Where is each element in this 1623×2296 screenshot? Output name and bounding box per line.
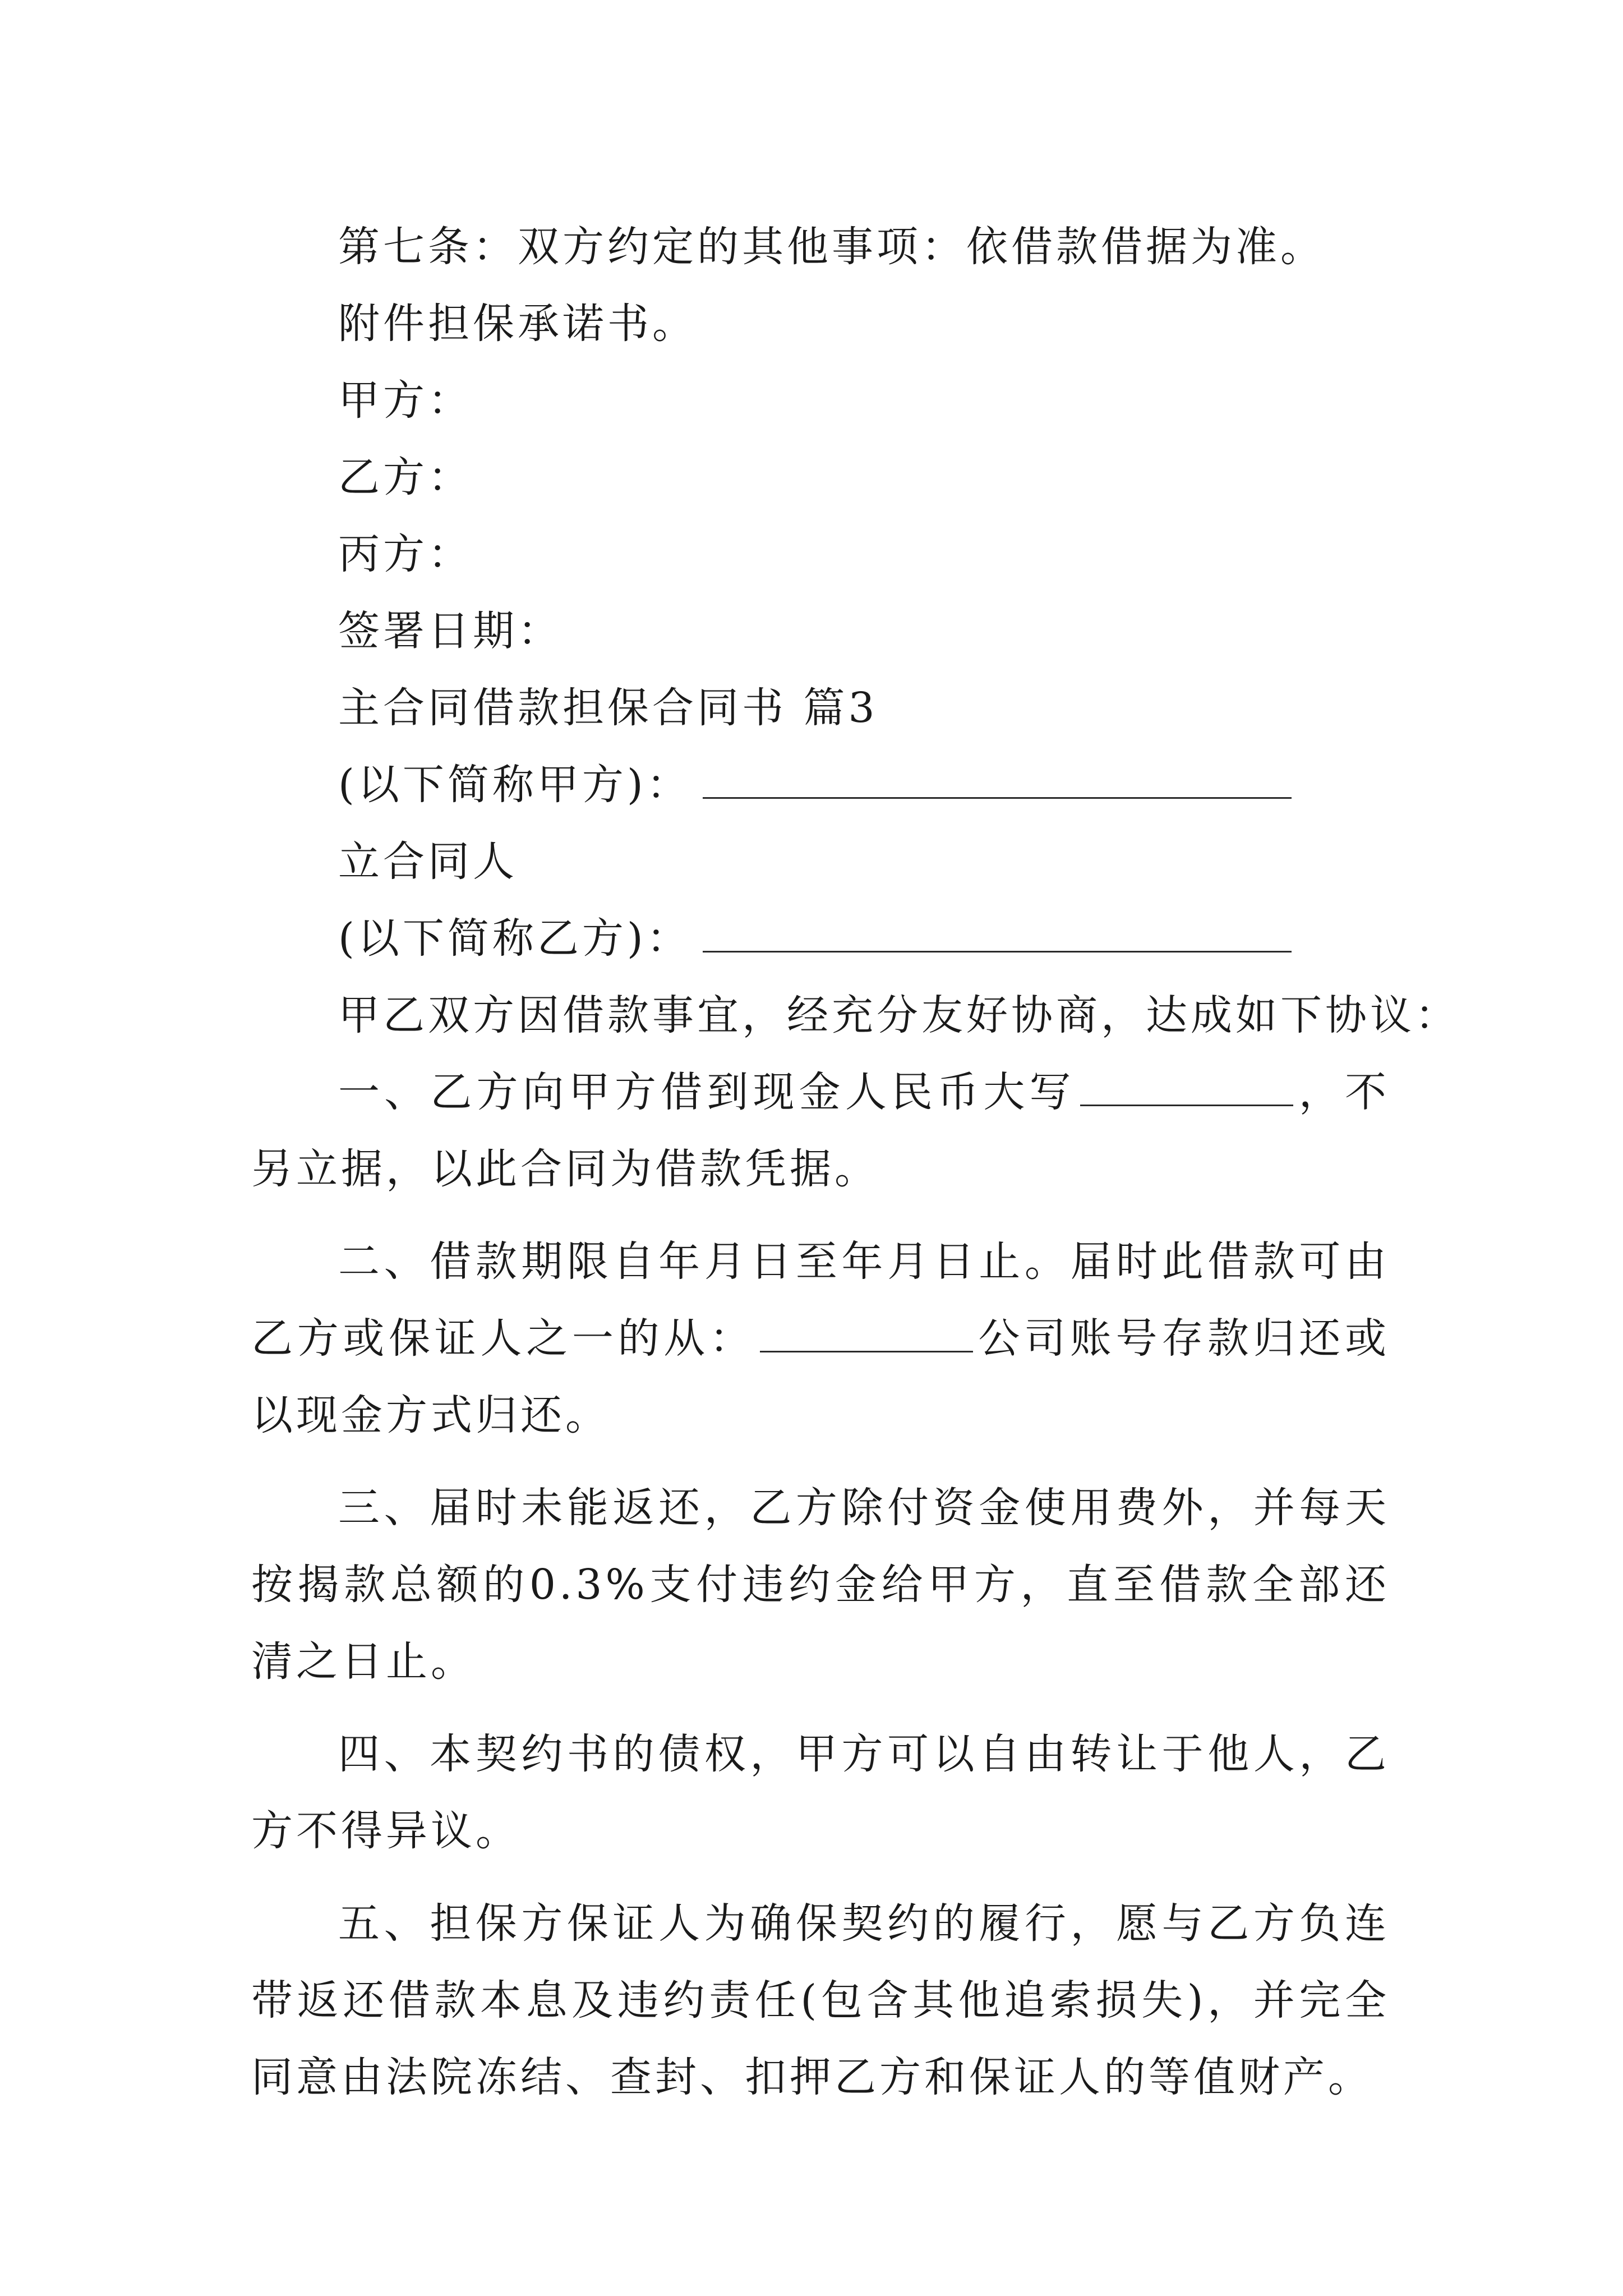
clause-four: 四、本契约书的债权，甲方可以自由转让于他人，乙方不得异议。	[251, 1730, 1390, 1855]
clause-two	[251, 1223, 1390, 1454]
party-a-abbrev-label: (以下简称甲方)：	[338, 761, 691, 809]
document-body	[251, 209, 1460, 2116]
party-b-line: 乙方：	[338, 453, 473, 501]
clause-two-text-after: 公司账号存款归还或以现金方式归还。	[251, 1314, 1390, 1439]
clause-one	[251, 1054, 1390, 1208]
party-b-blank	[703, 919, 1292, 953]
signing-date-line: 签署日期：	[338, 607, 562, 655]
article-seven-line: 第七条：双方约定的其他事项：依借款借据为准。	[338, 223, 1325, 271]
contract-party-line: 立合同人	[338, 838, 518, 886]
party-a-line: 甲方：	[338, 376, 473, 425]
party-b-abbrev-line	[251, 900, 1390, 977]
party-a-abbrev-line	[251, 747, 1390, 823]
agreement-intro-line: 甲乙双方因借款事宜，经充分友好协商，达成如下协议：	[338, 991, 1460, 1039]
party-b-abbrev-label: (以下简称乙方)：	[338, 914, 691, 963]
amount-blank	[1080, 1073, 1293, 1106]
party-c-line: 丙方：	[338, 530, 473, 578]
party-a-blank	[703, 766, 1292, 799]
clause-one-text-after: ，不另立据，以此合同为借款凭据。	[251, 1068, 1390, 1193]
attachment-line: 附件担保承诺书。	[338, 300, 697, 348]
clause-five: 五、担保方保证人为确保契约的履行，愿与乙方负连带返还借款本息及违约责任(包含其他追索损失)，并完全同意由法院冻结、查封、扣押乙方和保证人的等值财产。	[251, 1899, 1390, 2101]
clause-three: 三、届时未能返还，乙方除付资金使用费外，并每天按揭款总额的0.3%支付违约金给甲方，直至借款全部还清之日止。	[251, 1484, 1390, 1686]
clause-one-text-before: 一、乙方向甲方借到现金人民币大写	[338, 1068, 1076, 1116]
clause-two-text-before: 二、借款期限自年月日至年月日止。届时此借款可由乙方或保证人之一的从：	[251, 1237, 1390, 1363]
company-blank	[760, 1319, 973, 1352]
section-title-line: 主合同借款担保合同书 篇3	[338, 684, 878, 732]
